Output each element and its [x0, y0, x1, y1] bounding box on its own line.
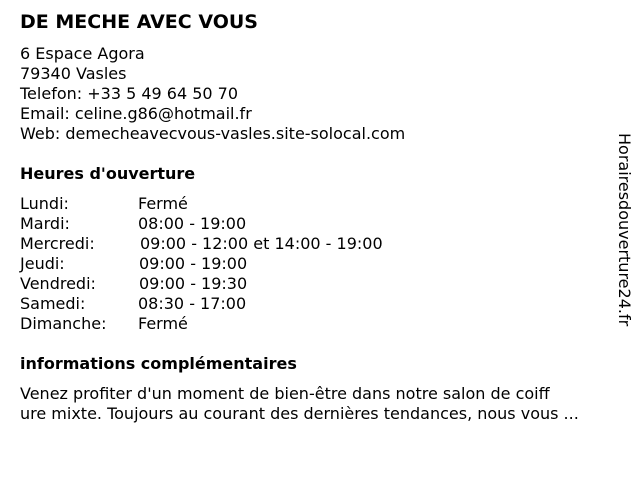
opening-hours-table [20, 194, 440, 334]
watermark-text: Horairesdouverture24.fr [615, 133, 634, 327]
day-label: Mardi: [20, 214, 70, 233]
day-label: Samedi: [20, 294, 86, 313]
business-name: DE MECHE AVEC VOUS [20, 11, 258, 33]
address-city: 79340 Vasles [20, 64, 127, 83]
contact-info [20, 44, 405, 144]
info-heading: informations complémentaires [20, 354, 297, 373]
description-line: Venez profiter d'un moment de bien-être dans notre salon de coiff [20, 384, 550, 403]
day-label: Mercredi: [20, 234, 95, 253]
day-label: Vendredi: [20, 274, 96, 293]
website: Web: demecheavecvous-vasles.site-solocal.com [20, 124, 406, 143]
day-label: Lundi: [20, 194, 69, 213]
address-street: 6 Espace Agora [20, 44, 145, 63]
description [20, 384, 579, 424]
day-label: Dimanche: [20, 314, 107, 333]
hours-row-tuesday [20, 214, 440, 234]
day-hours: Fermé [138, 194, 188, 213]
hours-row-saturday [20, 294, 440, 314]
day-hours: Fermé [138, 314, 188, 333]
day-hours: 09:00 - 19:00 [139, 254, 248, 273]
hours-row-wednesday [20, 234, 440, 254]
phone-number: Telefon: +33 5 49 64 50 70 [20, 84, 239, 103]
hours-heading: Heures d'ouverture [20, 164, 196, 183]
day-label: Jeudi: [20, 254, 65, 273]
hours-row-thursday [20, 254, 440, 274]
hours-row-monday [20, 194, 440, 214]
email-address: Email: celine.g86@hotmail.fr [20, 104, 252, 123]
day-hours: 09:00 - 19:30 [139, 274, 248, 293]
day-hours: 08:30 - 17:00 [138, 294, 247, 313]
description-line: ure mixte. Toujours au courant des dernières tendances, nous vous ... [20, 404, 579, 423]
hours-row-sunday [20, 314, 440, 334]
day-hours: 08:00 - 19:00 [138, 214, 247, 233]
day-hours: 09:00 - 12:00 et 14:00 - 19:00 [140, 234, 383, 253]
hours-row-friday [20, 274, 440, 294]
